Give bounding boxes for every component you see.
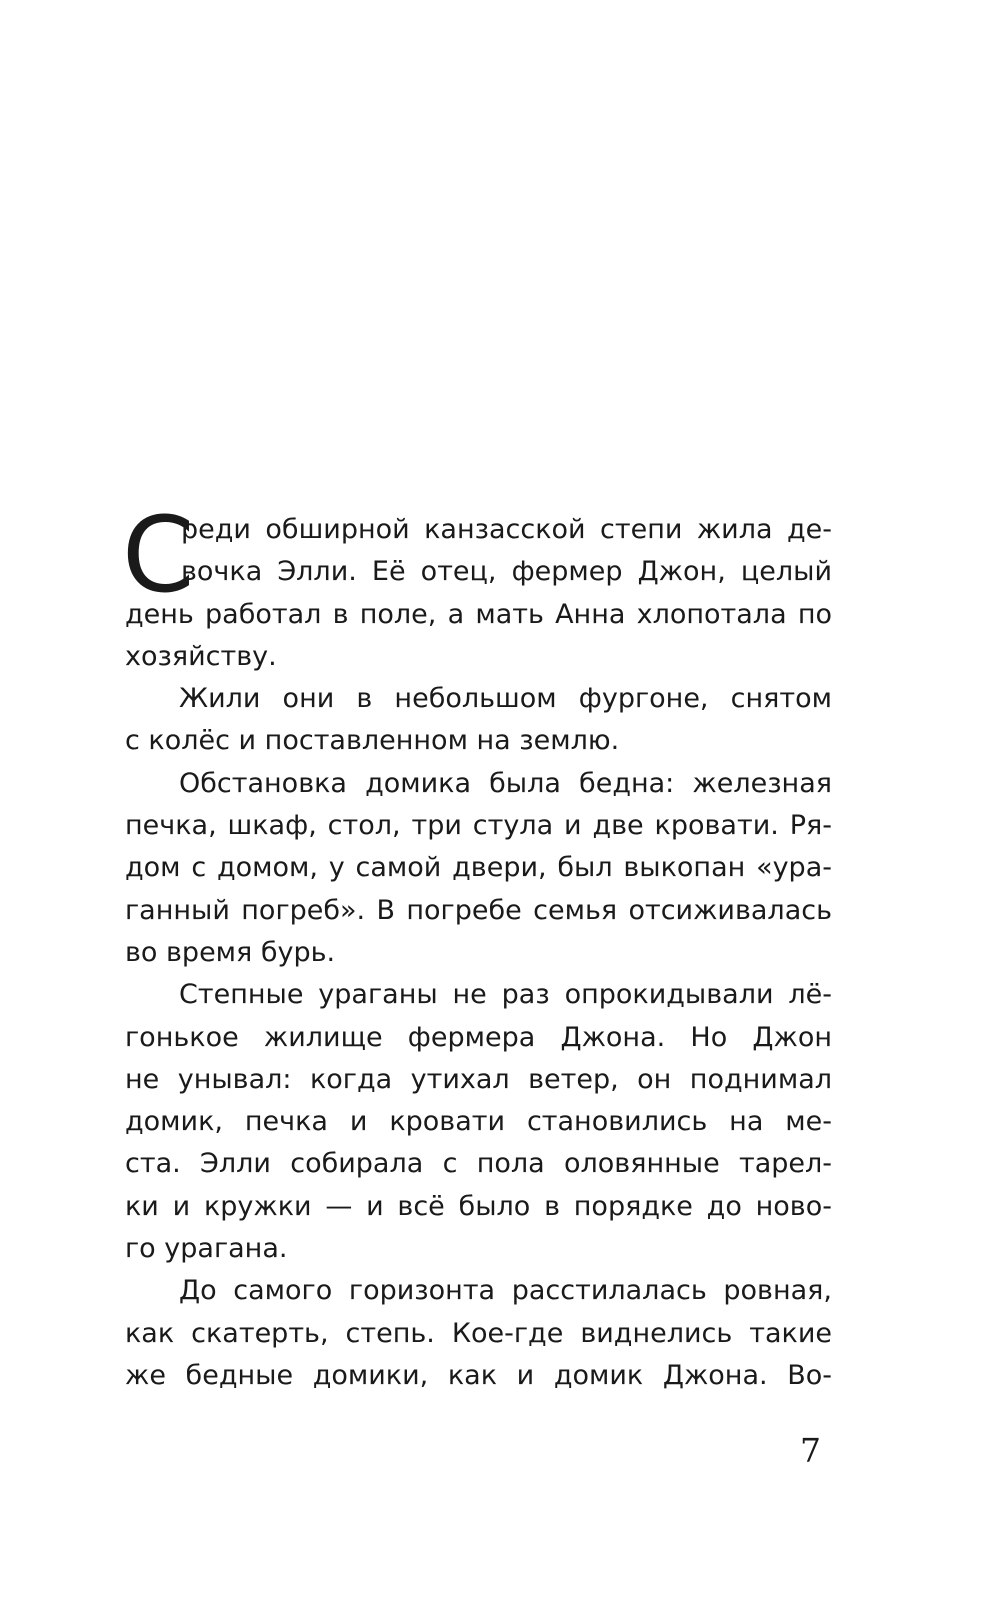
- text-line: ки и кружки — и всё было в порядке до ново-: [125, 1190, 832, 1222]
- text-line: ганный погреб». В погребе семья отсиживалась: [125, 894, 832, 926]
- text-line: Степные ураганы не раз опрокидывали лё-: [179, 979, 832, 1011]
- text-line: домик, печка и кровати становились на ме-: [125, 1106, 832, 1138]
- text-line: го урагана.: [125, 1233, 288, 1265]
- text-line: с колёс и поставленном на землю.: [125, 725, 620, 757]
- text-line: вочка Элли. Её отец, фермер Джон, целый: [181, 556, 832, 588]
- text-line: хозяйству.: [125, 640, 277, 672]
- text-line: день работал в поле, а мать Анна хлопотала по: [125, 598, 832, 630]
- text-line: гонькое жилище фермера Джона. Но Джон: [125, 1021, 832, 1053]
- text-line: во время бурь.: [125, 936, 336, 968]
- text-line: реди обширной канзасской степи жила де-: [181, 514, 832, 545]
- text-line: же бедные домики, как и домик Джона. Во-: [125, 1359, 832, 1391]
- text-line: Жили они в небольшом фургоне, снятом: [179, 683, 832, 715]
- text-line: Обстановка домика была бедна: железная: [179, 767, 832, 799]
- text-line: ста. Элли собирала с пола оловянные тарел-: [125, 1148, 832, 1180]
- page-number: 7: [800, 1431, 821, 1470]
- text-line: До самого горизонта расстилалась ровная,: [179, 1275, 832, 1307]
- text-line: печка, шкаф, стол, три стула и две кровати. Ря-: [125, 810, 832, 842]
- text-line: дом с домом, у самой двери, был выкопан «ура-: [125, 852, 832, 884]
- body-text: [122, 494, 832, 1397]
- text-line: как скатерть, степь. Кое-где виднелись такие: [125, 1317, 832, 1349]
- text-line: не унывал: когда утихал ветер, он поднимал: [125, 1063, 832, 1095]
- drop-cap: С: [122, 494, 195, 616]
